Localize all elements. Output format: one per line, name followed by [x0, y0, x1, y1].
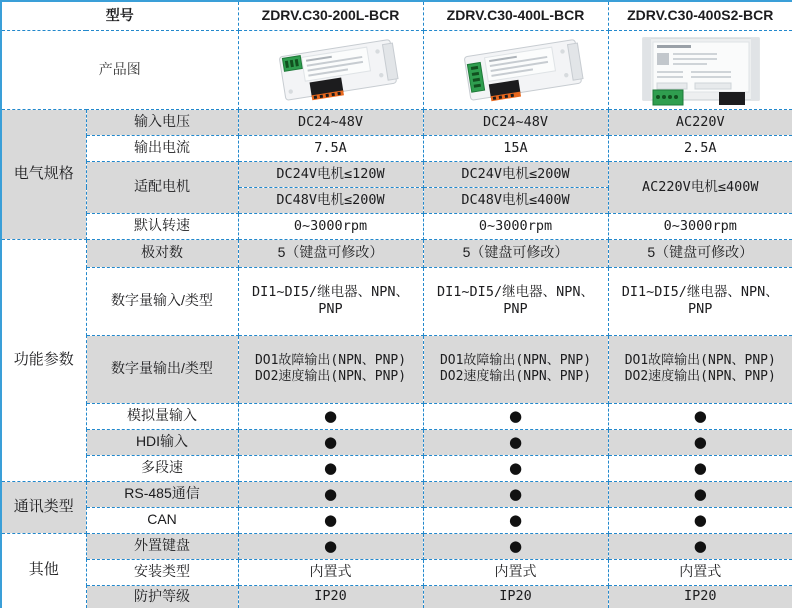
protection-200l: IP20: [238, 585, 423, 608]
label-output-current: 输出电流: [86, 135, 238, 161]
row-can: [1, 507, 792, 533]
hdi-input-400s2-dot: ●: [608, 429, 792, 455]
row-output-current: [1, 135, 792, 161]
input-voltage-200l: DC24~48V: [238, 109, 423, 135]
driver-400l-photo: [437, 33, 595, 107]
hdi-input-200l-dot: ●: [238, 429, 423, 455]
mount-type-400s2: 内置式: [608, 559, 792, 585]
protection-400s2: IP20: [608, 585, 792, 608]
digital-output-400l-line2: DO2速度输出(NPN、PNP): [439, 369, 592, 384]
protection-400l: IP20: [423, 585, 608, 608]
rs485-200l-dot: ●: [238, 481, 423, 507]
row-external-keypad: [1, 533, 792, 559]
output-current-200l: 7.5A: [238, 135, 423, 161]
multi-speed-200l-dot: ●: [238, 455, 423, 481]
label-hdi-input: HDI输入: [86, 429, 238, 455]
row-pole-pairs: [1, 239, 792, 267]
row-digital-input: [1, 267, 792, 335]
product-image-row: [1, 30, 792, 109]
digital-input-200l: DI1~DI5/继电器、NPN、PNP: [238, 267, 423, 335]
row-analog-input: [1, 403, 792, 429]
digital-input-400s2: DI1~DI5/继电器、NPN、PNP: [608, 267, 792, 335]
category-other: 其他: [1, 533, 86, 608]
output-current-400s2: 2.5A: [608, 135, 792, 161]
product-photo-400l: [423, 30, 608, 109]
external-keypad-200l-dot: ●: [238, 533, 423, 559]
analog-input-200l-dot: ●: [238, 403, 423, 429]
driver-400s2-photo: [621, 33, 779, 107]
model-name-200l: ZDRV.C30-200L-BCR: [238, 1, 423, 30]
digital-output-200l-lines: [255, 353, 406, 386]
product-row-label: 产品图: [1, 30, 238, 109]
rs485-400s2-dot: ●: [608, 481, 792, 507]
model-name-400s2: ZDRV.C30-400S2-BCR: [608, 1, 792, 30]
label-external-keypad: 外置键盘: [86, 533, 238, 559]
label-protection: 防护等级: [86, 585, 238, 608]
label-rs485: RS-485通信: [86, 481, 238, 507]
label-can: CAN: [86, 507, 238, 533]
label-input-voltage: 输入电压: [86, 109, 238, 135]
row-hdi-input: [1, 429, 792, 455]
driver-200l-photo: [252, 33, 410, 107]
digital-output-200l-line2: DO2速度输出(NPN、PNP): [254, 369, 407, 384]
pole-pairs-200l: 5（键盘可修改）: [238, 239, 423, 267]
digital-output-400s2-lines: [625, 353, 776, 386]
mount-type-200l: 内置式: [238, 559, 423, 585]
motor-match-400l-line2: DC48V电机≤400W: [423, 187, 608, 213]
mount-type-400l: 内置式: [423, 559, 608, 585]
label-analog-input: 模拟量输入: [86, 403, 238, 429]
can-400l-dot: ●: [423, 507, 608, 533]
product-photo-400s2: [608, 30, 792, 109]
digital-output-400l-lines: [440, 353, 591, 386]
hdi-input-400l-dot: ●: [423, 429, 608, 455]
output-current-400l: 15A: [423, 135, 608, 161]
row-input-voltage: [1, 109, 792, 135]
analog-input-400l-dot: ●: [423, 403, 608, 429]
rs485-400l-dot: ●: [423, 481, 608, 507]
label-mount-type: 安装类型: [86, 559, 238, 585]
category-comm: 通讯类型: [1, 481, 86, 533]
row-mount-type: [1, 559, 792, 585]
digital-output-400s2-line1: DO1故障输出(NPN、PNP): [624, 352, 776, 368]
model-name-400l: ZDRV.C30-400L-BCR: [423, 1, 608, 30]
row-multi-speed: [1, 455, 792, 481]
label-motor-match: 适配电机: [86, 161, 238, 213]
motor-match-200l-line2: DC48V电机≤200W: [238, 187, 423, 213]
label-multi-speed: 多段速: [86, 455, 238, 481]
digital-input-400l: DI1~DI5/继电器、NPN、PNP: [423, 267, 608, 335]
motor-match-200l-line1: DC24V电机≤120W: [238, 161, 423, 187]
category-function: 功能参数: [1, 239, 86, 481]
digital-output-200l: [238, 335, 423, 403]
label-pole-pairs: 极对数: [86, 239, 238, 267]
row-motor-match-1: [1, 161, 792, 187]
row-rs485: [1, 481, 792, 507]
digital-output-400s2-line2: DO2速度输出(NPN、PNP): [624, 369, 776, 384]
row-digital-output: [1, 335, 792, 403]
digital-output-200l-line1: DO1故障输出(NPN、PNP): [254, 352, 407, 368]
default-speed-200l: 0~3000rpm: [238, 213, 423, 239]
row-protection: [1, 585, 792, 608]
motor-match-400l-line1: DC24V电机≤200W: [423, 161, 608, 187]
analog-input-400s2-dot: ●: [608, 403, 792, 429]
external-keypad-400l-dot: ●: [423, 533, 608, 559]
external-keypad-400s2-dot: ●: [608, 533, 792, 559]
label-default-speed: 默认转速: [86, 213, 238, 239]
model-header-label: 型号: [1, 1, 238, 30]
multi-speed-400l-dot: ●: [423, 455, 608, 481]
product-photo-200l: [238, 30, 423, 109]
can-400s2-dot: ●: [608, 507, 792, 533]
default-speed-400s2: 0~3000rpm: [608, 213, 792, 239]
pole-pairs-400s2: 5（键盘可修改）: [608, 239, 792, 267]
input-voltage-400s2: AC220V: [608, 109, 792, 135]
motor-match-400s2: AC220V电机≤400W: [608, 161, 792, 213]
digital-output-400l-line1: DO1故障输出(NPN、PNP): [439, 352, 592, 368]
header-row: [1, 1, 792, 30]
default-speed-400l: 0~3000rpm: [423, 213, 608, 239]
digital-output-400s2: [608, 335, 792, 403]
digital-output-400l: [423, 335, 608, 403]
input-voltage-400l: DC24~48V: [423, 109, 608, 135]
label-digital-output: 数字量输出/类型: [86, 335, 238, 403]
can-200l-dot: ●: [238, 507, 423, 533]
category-electrical: 电气规格: [1, 109, 86, 239]
multi-speed-400s2-dot: ●: [608, 455, 792, 481]
label-digital-input: 数字量输入/类型: [86, 267, 238, 335]
row-default-speed: [1, 213, 792, 239]
pole-pairs-400l: 5（键盘可修改）: [423, 239, 608, 267]
